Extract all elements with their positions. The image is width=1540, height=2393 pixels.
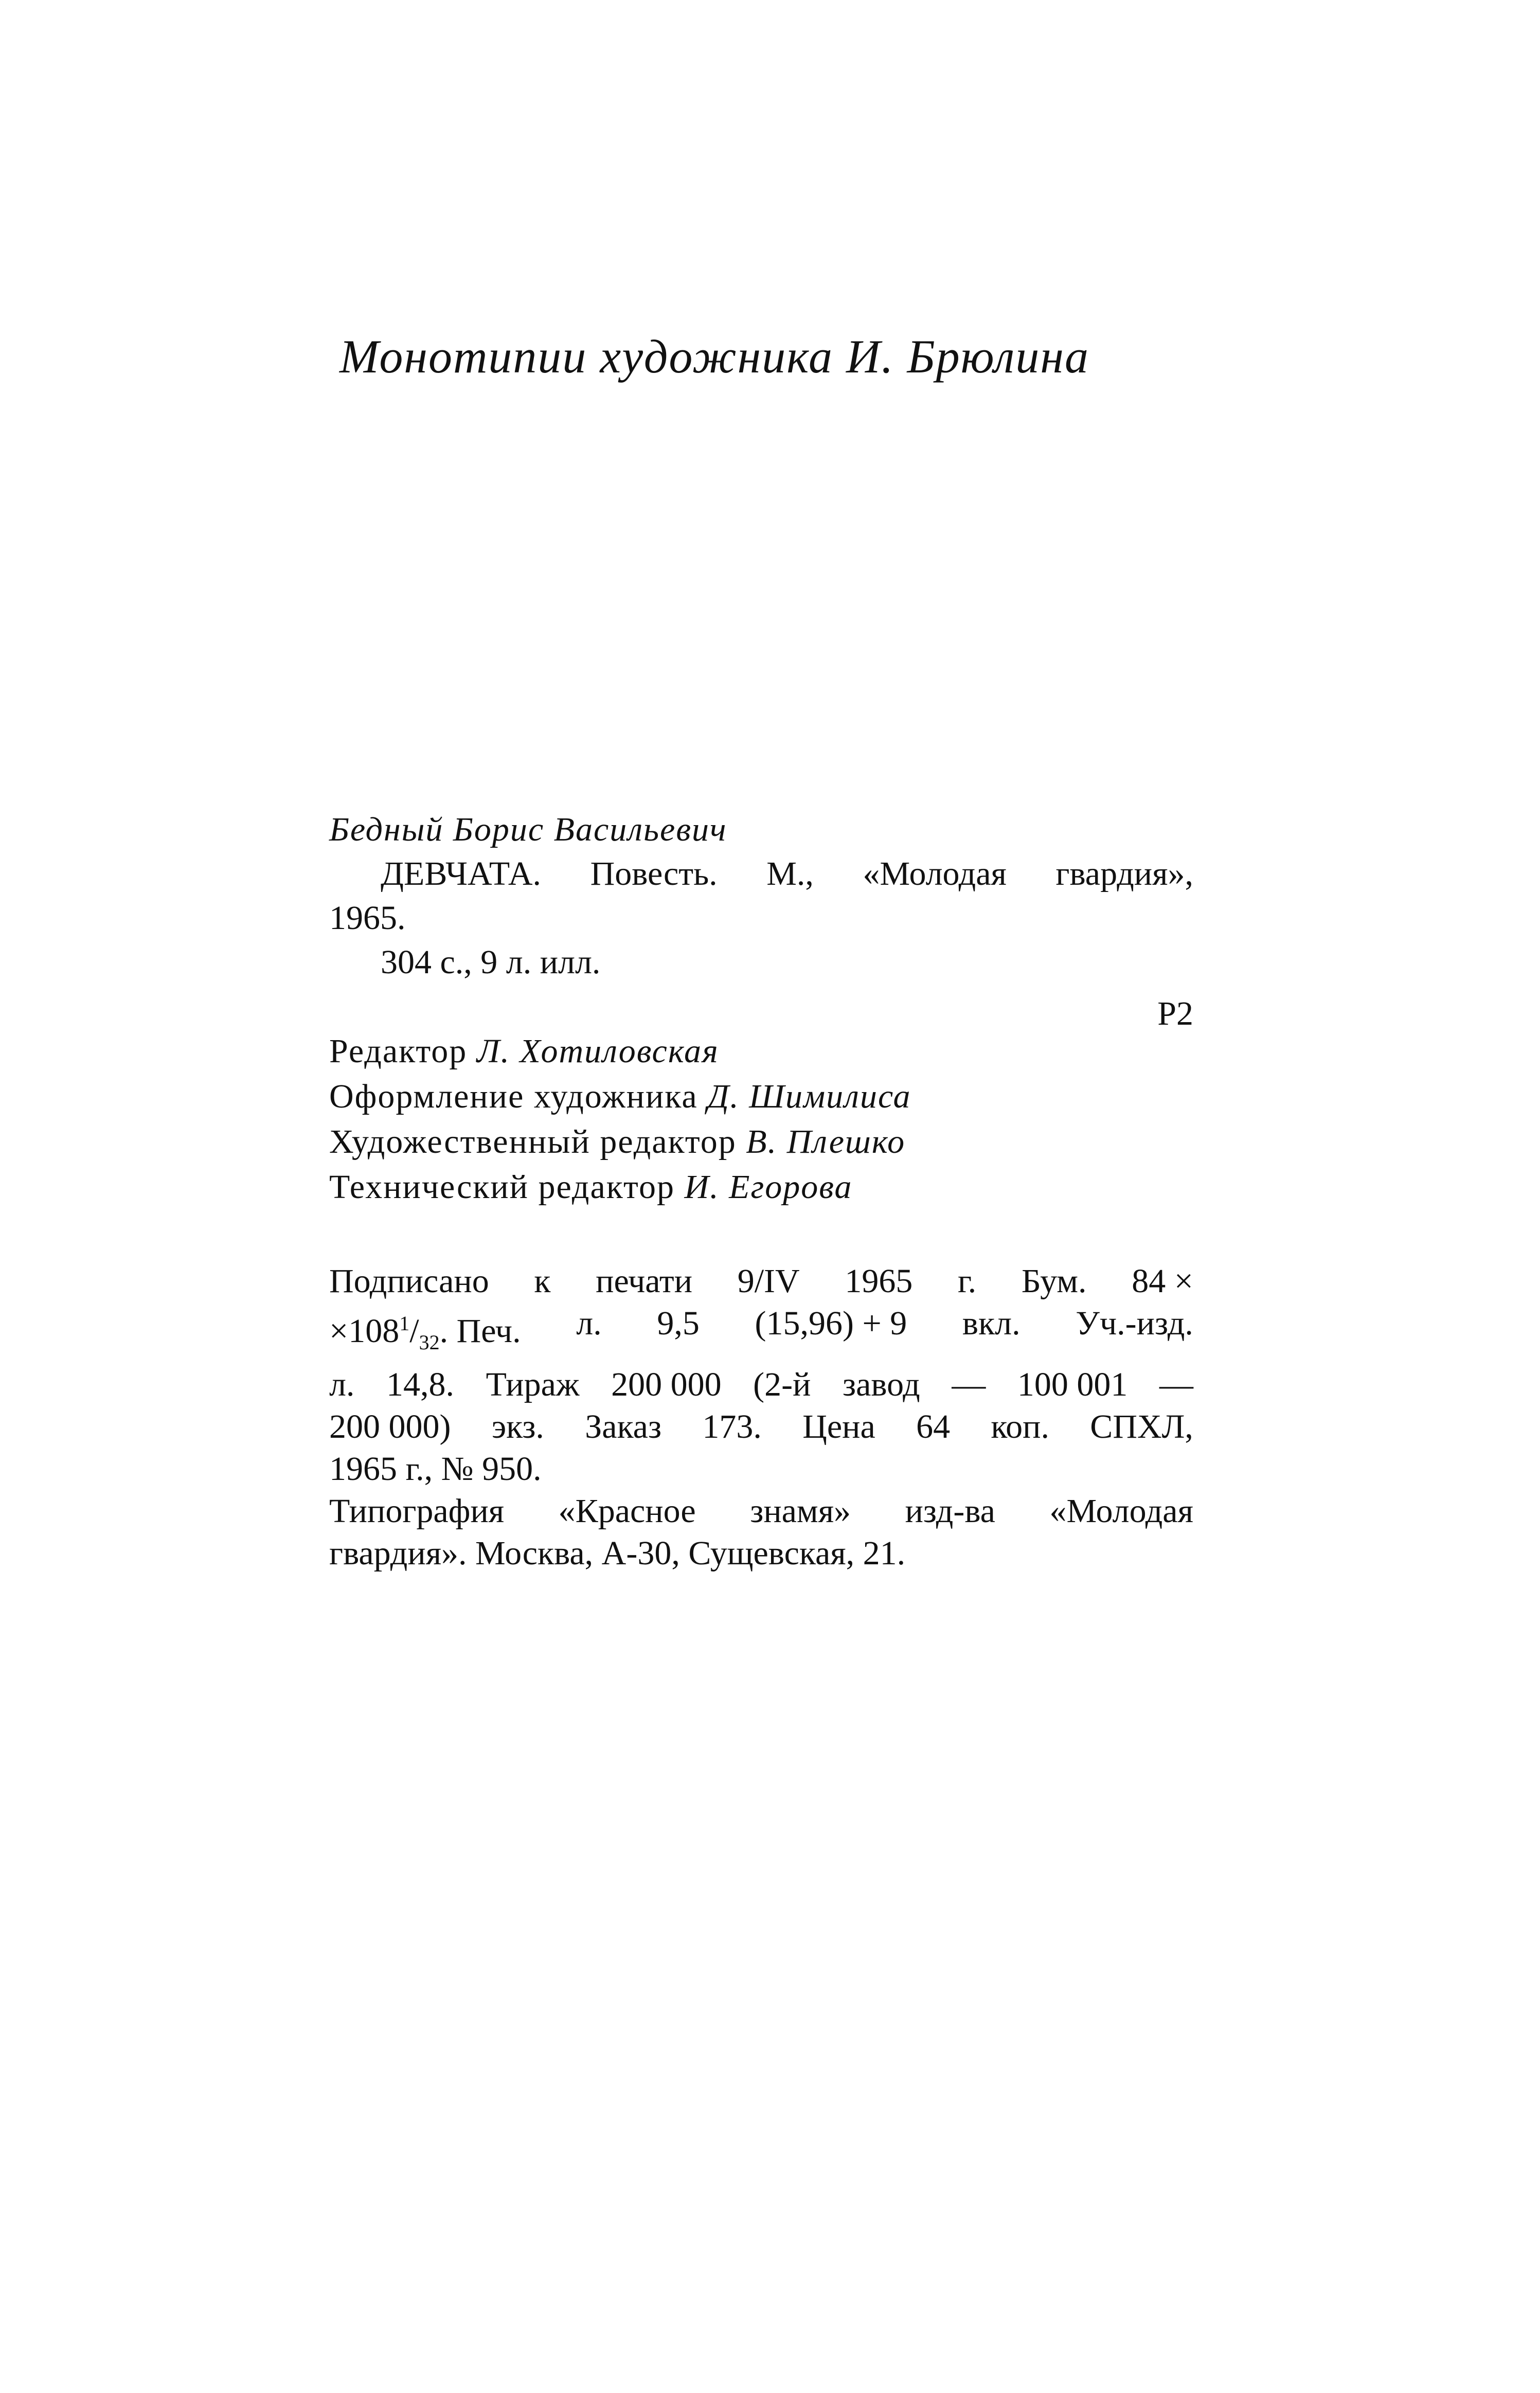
staff-role: Редактор bbox=[329, 1032, 468, 1070]
title-word: ДЕВЧАТА. bbox=[381, 855, 542, 892]
imprint-line-4 bbox=[329, 1406, 1193, 1448]
paper-format bbox=[329, 1302, 521, 1364]
imprint-line-5: 1965 г., № 950. bbox=[329, 1450, 542, 1488]
imprint-word: л. bbox=[576, 1305, 602, 1342]
imprint-word: 1965 bbox=[845, 1262, 913, 1300]
title-word: «Молодая bbox=[863, 855, 1007, 892]
imprint-word: 200 000) bbox=[329, 1408, 451, 1446]
imprint-word: «Молодая bbox=[1049, 1492, 1193, 1530]
imprint-word: СПХЛ, bbox=[1090, 1408, 1193, 1446]
imprint-word: . Печ. bbox=[439, 1312, 521, 1350]
imprint-word: Подписано bbox=[329, 1262, 489, 1300]
imprint-word: 64 bbox=[916, 1408, 951, 1446]
imprint-word: 84 × bbox=[1132, 1262, 1193, 1300]
imprint-word: г. bbox=[958, 1262, 977, 1300]
staff-row-art-editor bbox=[329, 1119, 911, 1165]
printing-imprint bbox=[329, 1260, 1193, 1575]
imprint-word: 100 001 bbox=[1017, 1366, 1128, 1404]
imprint-word: — bbox=[952, 1366, 986, 1404]
imprint-word: 9/IV bbox=[737, 1262, 800, 1300]
imprint-word: (2-й bbox=[753, 1366, 811, 1404]
imprint-word: Тираж bbox=[486, 1366, 580, 1404]
imprint-word: л. bbox=[329, 1366, 355, 1404]
imprint-word: (15,96) + 9 bbox=[755, 1305, 907, 1342]
paper-format-slash: / bbox=[409, 1312, 419, 1350]
title-word: гвардия», bbox=[1055, 855, 1193, 892]
staff-name: Д. Шимилиса bbox=[707, 1078, 911, 1115]
page-count: 304 с., 9 л. илл. bbox=[381, 943, 601, 981]
imprint-word: 14,8. bbox=[386, 1366, 455, 1404]
imprint-word: Заказ bbox=[585, 1408, 662, 1446]
imprint-word: 200 000 bbox=[611, 1366, 722, 1404]
imprint-word: Типография bbox=[329, 1492, 505, 1530]
classification-index: Р2 bbox=[1157, 995, 1193, 1032]
imprint-line-1 bbox=[329, 1260, 1193, 1302]
staff-role: Оформление художника bbox=[329, 1078, 698, 1115]
staff-name: В. Плешко bbox=[746, 1123, 906, 1160]
imprint-word: — bbox=[1159, 1366, 1193, 1404]
staff-row-design bbox=[329, 1074, 911, 1119]
paper-format-denominator: 32 bbox=[419, 1331, 440, 1354]
title-line bbox=[329, 852, 1193, 896]
imprint-word: завод bbox=[843, 1366, 920, 1404]
imprint-line-3 bbox=[329, 1364, 1193, 1406]
author-name: Бедный Борис Васильевич bbox=[329, 811, 727, 848]
title-word: М., bbox=[766, 855, 814, 892]
paper-format-base: ×108 bbox=[329, 1312, 400, 1350]
paper-format-numerator: 1 bbox=[399, 1312, 410, 1335]
imprint-word: 9,5 bbox=[657, 1305, 700, 1342]
imprint-word: Бум. bbox=[1021, 1262, 1087, 1300]
publication-year: 1965. bbox=[329, 899, 406, 937]
imprint-word: к bbox=[534, 1262, 551, 1300]
title-word: Повесть. bbox=[590, 855, 718, 892]
staff-row-tech-editor bbox=[329, 1165, 911, 1210]
imprint-line-7: гвардия». Москва, А-30, Сущевская, 21. bbox=[329, 1534, 906, 1573]
imprint-word: вкл. bbox=[962, 1305, 1020, 1342]
imprint-line-6 bbox=[329, 1490, 1193, 1532]
imprint-word: знамя» bbox=[750, 1492, 851, 1530]
bibliographic-record bbox=[329, 808, 1193, 1036]
staff-role: Технический редактор bbox=[329, 1168, 675, 1206]
staff-name: Л. Хотиловская bbox=[476, 1032, 719, 1070]
imprint-word: «Красное bbox=[558, 1492, 696, 1530]
imprint-word: Уч.-изд. bbox=[1076, 1305, 1193, 1342]
imprint-word: печати bbox=[596, 1262, 693, 1300]
imprint-word: экз. bbox=[491, 1408, 544, 1446]
staff-credits bbox=[329, 1029, 911, 1210]
illustrations-credit: Монотипии художника И. Брюлина bbox=[339, 330, 1090, 383]
staff-name: И. Егорова bbox=[684, 1168, 853, 1206]
imprint-word: Цена bbox=[802, 1408, 875, 1446]
imprint-line-2 bbox=[329, 1302, 1193, 1364]
imprint-word: коп. bbox=[991, 1408, 1049, 1446]
staff-role: Художественный редактор bbox=[329, 1123, 737, 1160]
imprint-word: 173. bbox=[702, 1408, 762, 1446]
staff-row-editor bbox=[329, 1029, 911, 1074]
imprint-word: изд-ва bbox=[905, 1492, 995, 1530]
